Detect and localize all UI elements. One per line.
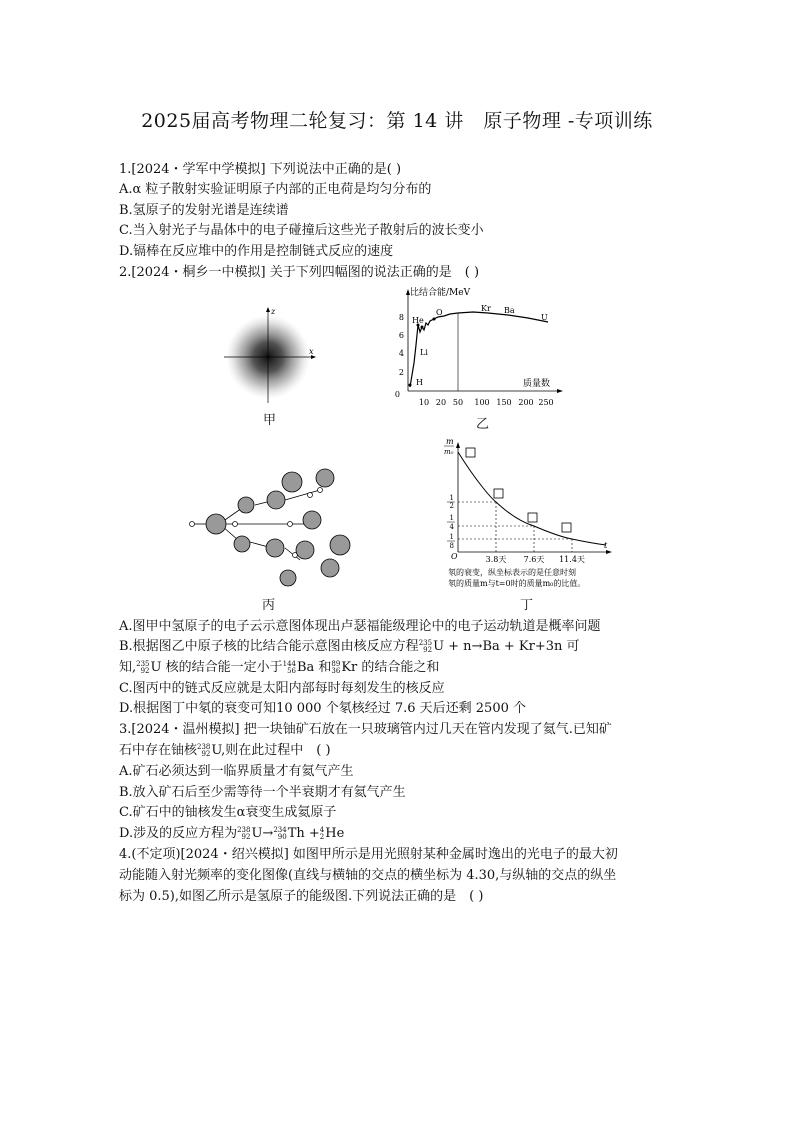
- q2-stem: 2.[2024・桐乡一中模拟] 关于下列四幅图的说法正确的是 ( ): [119, 265, 480, 280]
- svg-text:4: 4: [398, 349, 404, 358]
- svg-text:Li: Li: [420, 348, 428, 357]
- q2-option-d: D.根据图丁中氡的衰变可知10 000 个氡核经过 7.6 天后还剩 2500 个: [119, 701, 526, 716]
- q3-stem-line1: 3.[2024・温州模拟] 把一块铀矿石放在一只玻璃管内过几天在管内发现了氦气.已知矿: [119, 722, 612, 737]
- svg-text:1: 1: [449, 494, 454, 502]
- q1-stem: 1.[2024・学军中学模拟] 下列说法中正确的是( ): [119, 162, 402, 177]
- q3-stem-line2: 石中存在铀核 238 92 U,则在此过程中 ( ): [119, 742, 331, 758]
- q4-stem-line3: 标为 0.5),如图乙所示是氢原子的能级图.下列说法正确的是 ( ): [119, 889, 484, 904]
- svg-text:O: O: [451, 552, 458, 561]
- svg-text:氡的衰变，纵坐标表示的是任意时刻: 氡的衰变，纵坐标表示的是任意时刻: [448, 568, 576, 577]
- svg-text:O: O: [436, 308, 443, 317]
- svg-text:m₀: m₀: [444, 448, 454, 456]
- svg-text:4: 4: [449, 523, 454, 531]
- svg-text:8: 8: [398, 313, 404, 322]
- svg-text:200: 200: [518, 398, 534, 407]
- svg-text:氡的质量m与t=0时的质量m₀的比值。: 氡的质量m与t=0时的质量m₀的比值。: [448, 579, 586, 588]
- x-axis-label: 质量数: [523, 379, 551, 389]
- y-axis-label: 比结合能/MeV: [410, 288, 471, 298]
- svg-text:7.6天: 7.6天: [523, 555, 545, 564]
- svg-text:6: 6: [398, 331, 404, 340]
- svg-text:1: 1: [449, 533, 454, 541]
- page-title: 2025届高考物理二轮复习：第 14 讲 原子物理 -专项训练: [141, 110, 653, 132]
- svg-text:H: H: [416, 378, 423, 387]
- svg-text:8: 8: [449, 542, 454, 550]
- q3-option-d: D.涉及的反应方程为 238 92 U→ 234 90 Th + 4 2 He: [119, 825, 345, 841]
- svg-text:250: 250: [538, 398, 554, 407]
- svg-text:t: t: [604, 541, 608, 550]
- svg-text:Kr: Kr: [481, 304, 491, 313]
- svg-text:He: He: [412, 316, 424, 325]
- svg-text:150: 150: [496, 398, 512, 407]
- q4-stem-line1: 4.(不定项)[2024・绍兴模拟] 如图甲所示是用光照射某种金属时逸出的光电子的最大初: [119, 847, 618, 862]
- figure-chain-reaction: [180, 460, 370, 590]
- q1-option-c: C.当入射光子与晶体中的电子碰撞后这些光子散射后的波长变小: [119, 223, 484, 238]
- svg-text:3.8天: 3.8天: [485, 555, 507, 564]
- axis-z-label: z: [271, 307, 276, 316]
- figure-bing-caption: 丙: [262, 598, 276, 613]
- svg-text:10: 10: [418, 398, 430, 407]
- figure-yi-caption: 乙: [476, 417, 490, 432]
- figure-jia-caption: 甲: [263, 413, 277, 428]
- q1-option-a: A.α 粒子散射实验证明原子内部的正电荷是均匀分布的: [119, 182, 432, 197]
- q2-option-b-line1: B.根据图乙中原子核的比结合能示意图由核反应方程 235 92 U + n→Ba + Kr+3n 可: [119, 638, 580, 654]
- figure-ding-caption: 丁: [520, 598, 534, 613]
- svg-text:11.4天: 11.4天: [559, 555, 585, 564]
- axis-x-label: x: [309, 347, 314, 356]
- svg-text:100: 100: [474, 398, 490, 407]
- figure-radon-decay: [436, 436, 616, 596]
- q4-stem-line2: 动能随入射光频率的变化图像(直线与横轴的交点的横坐标为 4.30,与纵轴的交点的纵坐: [119, 868, 617, 883]
- svg-text:2: 2: [398, 368, 404, 377]
- q2-option-b-line2: 知, 235 92 U 核的结合能一定小于 144 56 Ba 和 89 36 Kr 的结合能之和: [119, 659, 440, 675]
- svg-text:U: U: [541, 313, 548, 322]
- svg-text:1: 1: [449, 514, 454, 522]
- svg-text:50: 50: [452, 398, 464, 407]
- q3-option-b: B.放入矿石后至少需等待一个半衰期才有氦气产生: [119, 785, 406, 800]
- svg-text:2: 2: [449, 502, 454, 510]
- figure-electron-cloud: [222, 305, 322, 405]
- q2-option-a: A.图甲中氢原子的电子云示意图体现出卢瑟福能级理论中的电子运动轨道是概率问题: [119, 619, 601, 634]
- q3-option-a: A.矿石必须达到一临界质量才有氦气产生: [119, 764, 354, 779]
- figure-binding-energy: [388, 285, 563, 413]
- q1-option-d: D.镉棒在反应堆中的作用是控制链式反应的速度: [119, 244, 394, 259]
- svg-text:0: 0: [394, 390, 400, 399]
- svg-text:20: 20: [435, 398, 447, 407]
- q3-option-c: C.矿石中的铀核发生α衰变生成氦原子: [119, 805, 337, 820]
- svg-text:m: m: [446, 437, 454, 446]
- q2-option-c: C.图丙中的链式反应就是太阳内部每时每刻发生的核反应: [119, 681, 445, 696]
- q1-option-b: B.氢原子的发射光谱是连续谱: [119, 203, 289, 218]
- svg-text:Ba: Ba: [504, 306, 515, 315]
